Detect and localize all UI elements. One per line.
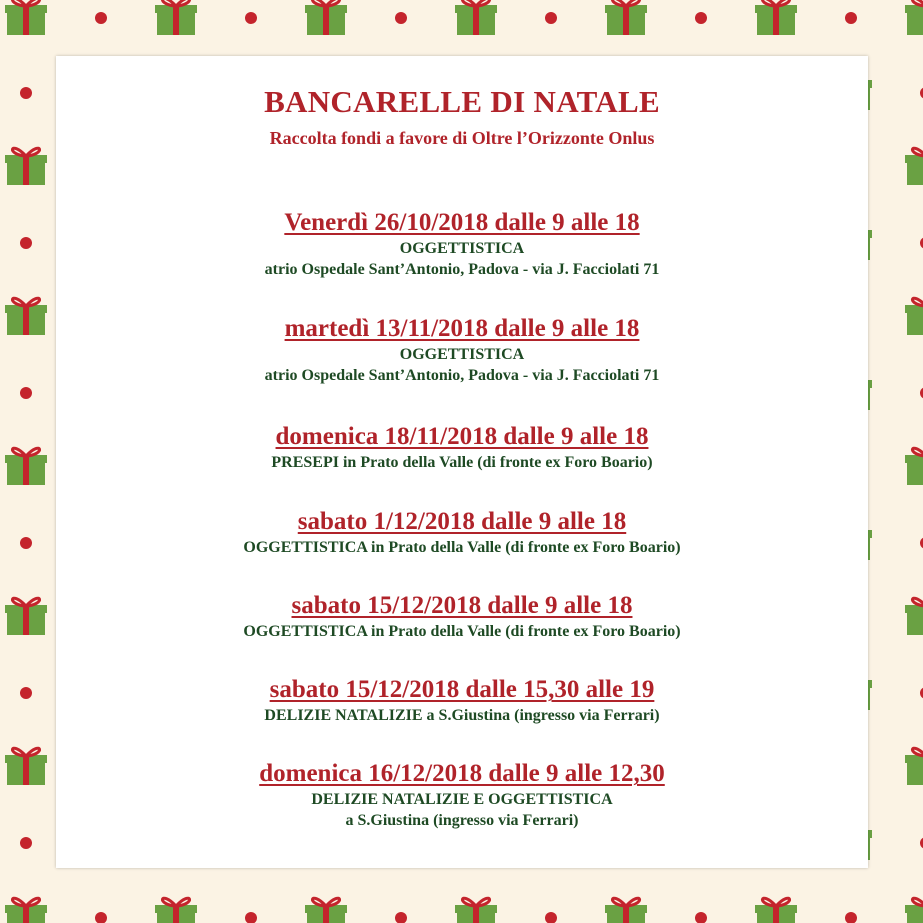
gift-icon [5,0,47,35]
dot-icon [20,837,32,849]
dot-icon [20,387,32,399]
dot-icon [695,12,707,24]
gift-icon [755,898,797,923]
gift-icon [5,298,47,335]
event-detail: OGGETTISTICA in Prato della Valle (di fronte ex Foro Boario) [243,539,681,556]
event-detail: OGGETTISTICA in Prato della Valle (di fronte ex Foro Boario) [243,623,681,640]
event-date: sabato 15/12/2018 dalle 9 alle 18 [291,592,633,619]
event-date: domenica 16/12/2018 dalle 9 alle 12,30 [259,760,665,787]
dot-icon [245,912,257,923]
dot-icon [395,12,407,24]
gift-icon [5,148,47,185]
gift-icon [5,748,47,785]
gift-icon [605,0,647,35]
dot-icon [695,912,707,923]
gift-icon [905,748,923,785]
dot-icon [95,912,107,923]
event-detail: OGGETTISTICA [399,346,525,363]
event-date: sabato 15/12/2018 dalle 15,30 alle 19 [269,676,655,703]
event-item [56,314,868,386]
gift-icon [455,898,497,923]
event-detail: a S.Giustina (ingresso via Ferrari) [345,812,579,829]
gift-icon [5,448,47,485]
event-item [56,675,868,726]
gift-icon [905,898,923,923]
dot-icon [845,12,857,24]
event-detail: DELIZIE NATALIZIE E OGGETTISTICA [311,791,613,808]
dot-icon [245,12,257,24]
event-item [56,507,868,558]
gift-icon [455,0,497,35]
gift-icon [755,0,797,35]
dot-icon [845,912,857,923]
flyer-card [56,56,868,868]
gift-icon [155,0,197,35]
dot-icon [545,12,557,24]
gift-icon [605,898,647,923]
event-detail: OGGETTISTICA [399,240,525,257]
gift-icon [5,598,47,635]
event-detail: DELIZIE NATALIZIE a S.Giustina (ingresso via Ferrari) [264,707,660,724]
event-date: Venerdì 26/10/2018 dalle 9 alle 18 [284,209,640,236]
dot-icon [395,912,407,923]
gift-icon [905,148,923,185]
dot-icon [545,912,557,923]
gift-icon [305,0,347,35]
event-date: sabato 1/12/2018 dalle 9 alle 18 [297,508,627,535]
gift-icon [905,0,923,35]
dot-icon [20,87,32,99]
event-date: domenica 18/11/2018 dalle 9 alle 18 [275,423,649,450]
gift-icon [905,448,923,485]
gift-icon [5,898,47,923]
event-item [56,208,868,280]
gift-icon [905,298,923,335]
gift-icon [905,598,923,635]
dot-icon [20,237,32,249]
event-date: martedì 13/11/2018 dalle 9 alle 18 [284,315,640,342]
gift-icon [155,898,197,923]
gift-icon [305,898,347,923]
dot-icon [20,537,32,549]
event-item [56,591,868,642]
page-subtitle: Raccolta fondi a favore di Oltre l’Orizzonte Onlus [269,128,655,148]
event-detail: atrio Ospedale Sant’Antonio, Padova - via J. Facciolati 71 [264,367,660,384]
event-item [56,759,868,831]
event-detail: atrio Ospedale Sant’Antonio, Padova - via J. Facciolati 71 [264,261,660,278]
dot-icon [20,687,32,699]
event-item [56,422,868,473]
dot-icon [95,12,107,24]
page-title: BANCARELLE DI NATALE [264,84,660,119]
event-detail: PRESEPI in Prato della Valle (di fronte ex Foro Boario) [271,454,653,471]
